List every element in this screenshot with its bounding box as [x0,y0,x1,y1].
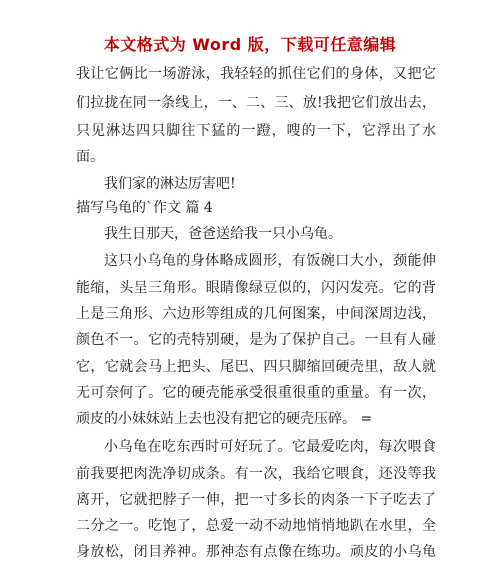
text-line: 颜色不一。它的壳特别硬，是为了保护自己。一旦有人碰 [76,332,436,348]
text-line: 顽皮的小妹妹站上去也没有把它的硬壳压碎。 = [76,411,373,427]
text-line: 我让它俩比一场游泳，我轻轻的抓住它们的身体，又把它 [76,66,436,82]
text-line: 小乌龟在吃东西时可好玩了。它最爱吃肉，每次喂食 [104,439,436,455]
text-line: 我生日那天，爸爸送给我一只小乌龟。 [104,226,342,242]
text-line: 它，它就会马上把头、尾巴、四只脚缩回硬壳里，敌人就 [76,359,436,375]
text-line: 前我要把肉洗净切成条。有一次，我给它喂食，还没等我 [76,466,436,482]
text-line: 只见淋达四只脚往下猛的一蹬，嗖的一下，它浮出了水 [76,123,436,139]
section-heading: 描写乌龟的`作文 篇 4 [76,200,213,216]
format-banner: 本文格式为 Word 版，下载可任意编辑 [103,35,397,54]
text-line: 离开，它就把脖子一伸，把一寸多长的肉条一下子吃去了 [76,492,436,508]
text-line: 无可奈何了。它的硬壳能承受很重很重的重量。有一次， [76,385,436,401]
text-line: 这只小乌龟的身体略成圆形，有饭碗口大小，颈能伸 [104,253,436,269]
text-line: 上是三角形、六边形等组成的几何图案，中间深周边浅， [76,306,436,322]
text-line: 能缩，头呈三角形。眼睛像绿豆似的，闪闪发亮。它的背 [76,280,436,296]
text-line: 身放松，闭目养神。那神态有点像在练功。顽皮的小乌龟 [76,544,436,560]
text-line: 面。 [76,149,104,165]
text-line: 我们家的淋达厉害吧! [104,176,236,192]
text-line: 二分之一。吃饱了，总爱一动不动地悄悄地趴在水里，全 [76,518,436,534]
text-line: 们拉拢在同一条线上，一、二、三、放!我把它们放出去， [76,95,436,111]
